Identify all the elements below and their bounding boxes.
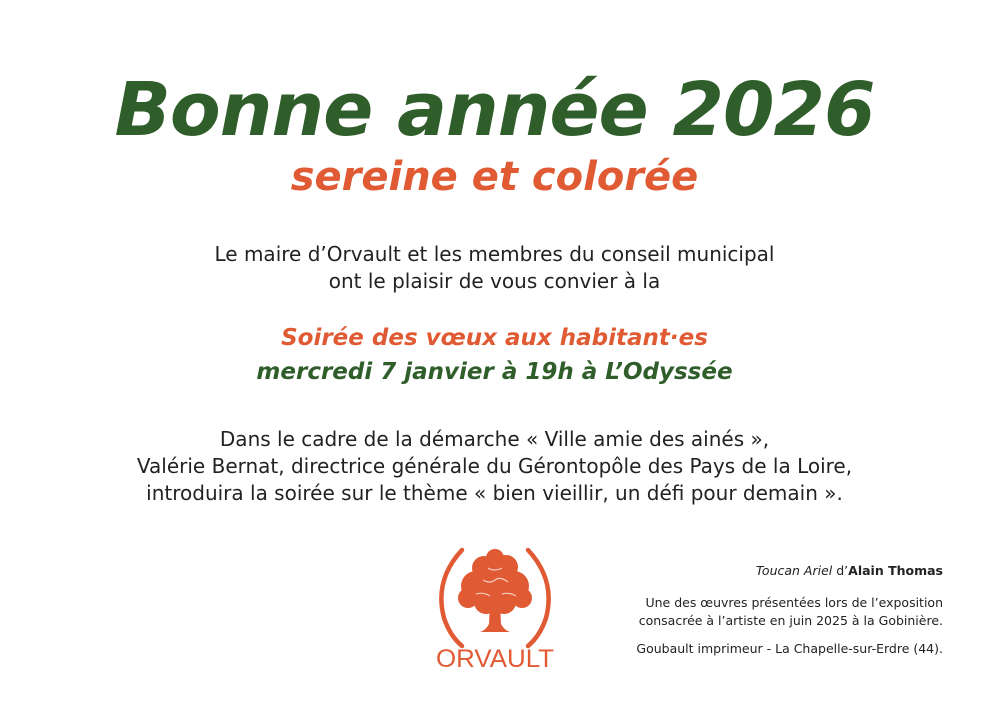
logo-text: ORVAULT: [436, 645, 554, 672]
description-line-2: Valérie Bernat, directrice générale du Gérontopôle des Pays de la Loire,: [136, 454, 853, 478]
intro-line-1: Le maire d’Orvault et les membres du conseil municipal: [214, 242, 775, 266]
event-description: [0, 426, 989, 507]
artwork-description-line-1: Une des œuvres présentées lors de l’exposition: [645, 595, 943, 610]
printer-credit: Goubault imprimeur - La Chapelle-sur-Erdre (44).: [636, 641, 943, 656]
artwork-by: d’: [832, 563, 849, 578]
artwork-title: Toucan Ariel: [755, 563, 833, 578]
oak-tree-icon: [428, 540, 562, 672]
artwork-credits: [543, 562, 943, 658]
orvault-logo: [428, 540, 562, 672]
description-line-1: Dans le cadre de la démarche « Ville amie des ainés »,: [219, 427, 770, 451]
event-date: mercredi 7 janvier à 19h à L’Odyssée: [256, 359, 733, 385]
event-name: Soirée des vœux aux habitant·es: [281, 325, 708, 351]
description-line-3: introduira la soirée sur le thème « bien vieillir, un défi pour demain ».: [146, 481, 843, 505]
artwork-description: [543, 594, 943, 630]
page-subtitle: sereine et colorée: [290, 154, 699, 200]
intro-line-2: ont le plaisir de vous convier à la: [328, 269, 661, 293]
invitation-intro: [0, 241, 989, 295]
artwork-caption: [543, 562, 943, 580]
event-block: [0, 321, 989, 389]
artwork-author: Alain Thomas: [848, 563, 943, 578]
page-title: Bonne année 2026: [114, 67, 875, 153]
artwork-description-line-2: consacrée à l’artiste en juin 2025 à la Gobinière.: [638, 613, 943, 628]
